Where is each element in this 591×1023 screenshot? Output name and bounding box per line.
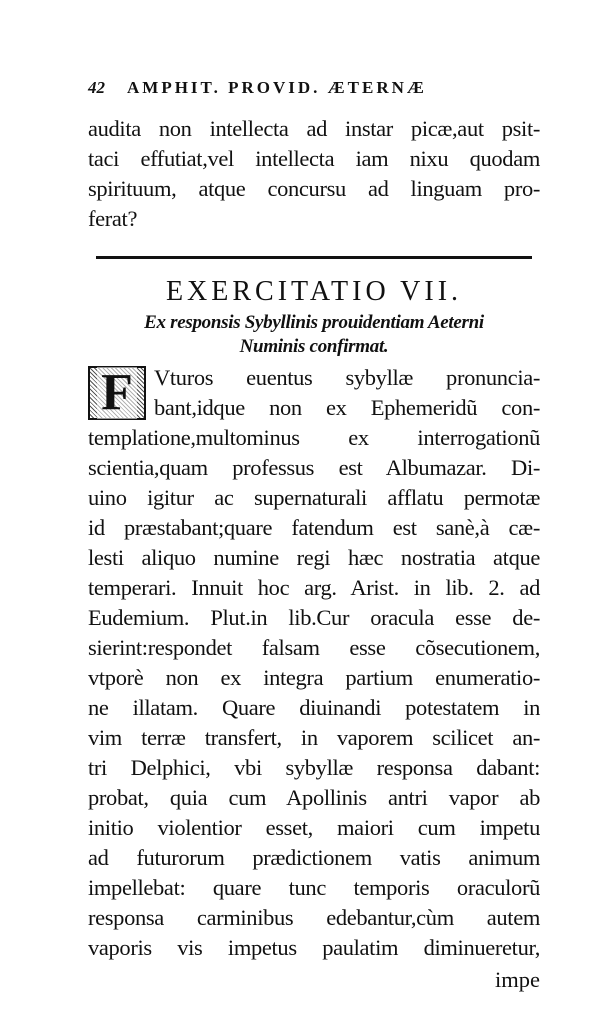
text-line: ad futurorum prædictionem vatis animum: [88, 845, 540, 870]
text-line: sierint:respondet falsam esse cõsecutionem,: [88, 635, 540, 660]
subtitle-line: Ex responsis Sybyllinis prouidentiam Aeterni: [144, 312, 484, 333]
text-line: taci effutiat,vel intellecta iam nixu quodam: [88, 146, 540, 171]
text-line: vim terræ transfert, in vaporem scilicet an-: [88, 725, 540, 750]
section-subtitle: [88, 311, 540, 359]
text-line: id præstabant;quare fatendum est sanè,à cæ-: [88, 515, 540, 540]
text-line: ne illatam. Quare diuinandi potestatem in: [88, 695, 540, 720]
section-title: EXERCITATIO VII.: [165, 276, 463, 307]
running-header: [88, 78, 540, 114]
text-line: lesti aliquo numine regi hæc nostratia atque: [88, 545, 540, 570]
text-line: scientia,quam professus est Albumazar. Di-: [88, 455, 540, 480]
subtitle-line: Numinis confirmat.: [239, 336, 389, 357]
text-line: initio violentior esset, maiori cum impetu: [88, 815, 540, 840]
text-line: Eudemium. Plut.in lib.Cur oracula esse de-: [88, 605, 540, 630]
running-title: AMPHIT. PROVID. ÆTERNÆ: [127, 78, 427, 97]
text-line: audita non intellecta ad instar picæ,aut psit-: [88, 116, 540, 141]
text-line: vaporis vis impetus paulatim diminueretur,: [88, 935, 540, 960]
text-line: templatione,multominus ex interrogationũ: [88, 425, 540, 450]
text-line: spirituum, atque concursu ad linguam pro-: [88, 176, 540, 201]
text-line: tri Delphici, vbi sybyllæ responsa dabant:: [88, 755, 540, 780]
text-line: impellebat: quare tunc temporis oraculorũ: [88, 875, 540, 900]
text-line: responsa carminibus edebantur,cùm autem: [88, 905, 540, 930]
text-line: bant,idque non ex Ephemeridũ con-: [154, 395, 540, 420]
drop-cap-block: [88, 363, 540, 423]
text-line: uino igitur ac supernaturali afflatu permotæ: [88, 485, 540, 510]
section-divider: [96, 256, 532, 259]
initial-letter: F: [97, 367, 137, 419]
text-line: vtporè non ex integra partium enumeratio-: [88, 665, 540, 690]
section-body: [88, 363, 540, 995]
intro-paragraph: [88, 114, 540, 234]
decorated-initial: [88, 366, 146, 420]
book-page: [88, 78, 540, 995]
text-line: probat, quia cum Apollinis antri vapor ab: [88, 785, 540, 810]
text-line: Vturos euentus sybyllæ pronuncia-: [154, 365, 540, 390]
text-line: temperari. Innuit hoc arg. Arist. in lib. 2. ad: [88, 575, 540, 600]
catchword: impe: [495, 967, 540, 992]
page-number: 42: [88, 78, 105, 97]
text-line: ferat?: [88, 206, 138, 231]
